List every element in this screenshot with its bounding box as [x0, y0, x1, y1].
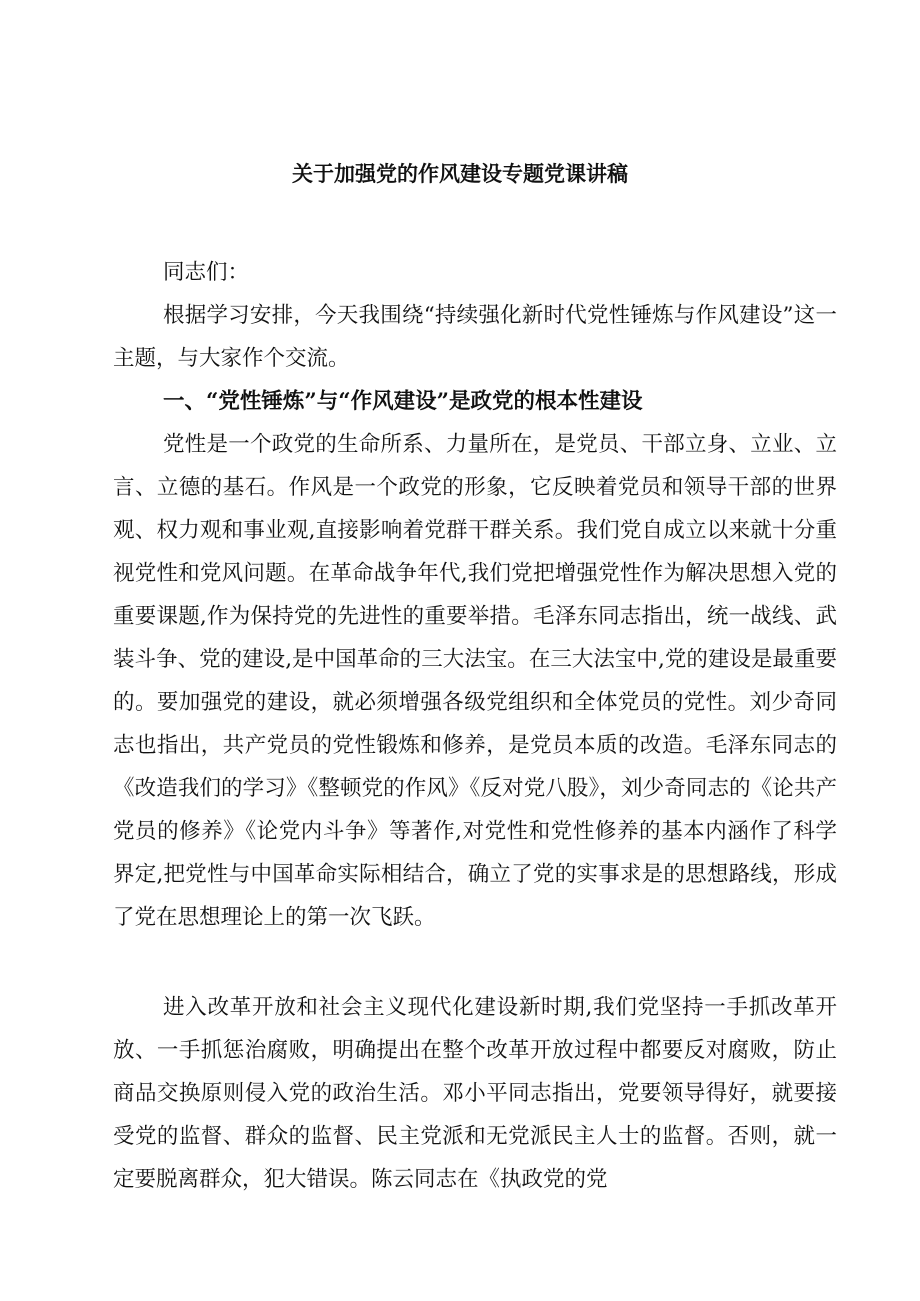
- salutation: 同志们：: [163, 260, 250, 285]
- section-heading: 一、“党性锤炼”与“作风建设”是政党的根本性建设: [163, 389, 643, 414]
- document-title: 关于加强党的作风建设专题党课讲稿: [292, 161, 628, 186]
- intro-paragraph: 根据学习安排，今天我围绕“持续强化新时代党性锤炼与作风建设”这一主题，与大家作个交流。: [113, 303, 837, 371]
- body-paragraph: 进入改革开放和社会主义现代化建设新时期,我们党坚持一手抓改革开放、一手抓惩治腐败，明确提出在整个改革开放过程中都要反对腐败，防止商品交换原则侵入党的政治生活。邓小平同志指出，党要领导得好，就要接受党的监督、群众的监督、民主党派和无党派民主人士的监督。否则，就一定要脱离群众，犯大错误。陈云同志在《执政党的党: [113, 995, 837, 1192]
- body-paragraph: 党性是一个政党的生命所系、力量所在，是党员、干部立身、立业、立言、立德的基石。作风是一个政党的形象，它反映着党员和领导干部的世界观、权力观和事业观,直接影响着党群干群关系。我们党自成立以来就十分重视党性和党风问题。在革命战争年代,我们党把增强党性作为解决思想入党的重要课题,作为保持党的先进性的重要举措。毛泽东同志指出，统一战线、武装斗争、党的建设,是中国革命的三大法宝。在三大法宝中,党的建设是最重要的。要加强党的建设，就必须增强各级党组织和全体党员的党性。刘少奇同志也指出，共产党员的党性锻炼和修养，是党员本质的改造。毛泽东同志的《改造我们的学习》《整顿党的作风》《反对党八股》，刘少奇同志的《论共产党员的修养》《论党内斗争》等著作,对党性和党性修养的基本内涵作了科学界定,把党性与中国革命实际相结合，确立了党的实事求是的思想路线，形成了党在思想理论上的第一次飞跃。: [113, 432, 837, 930]
